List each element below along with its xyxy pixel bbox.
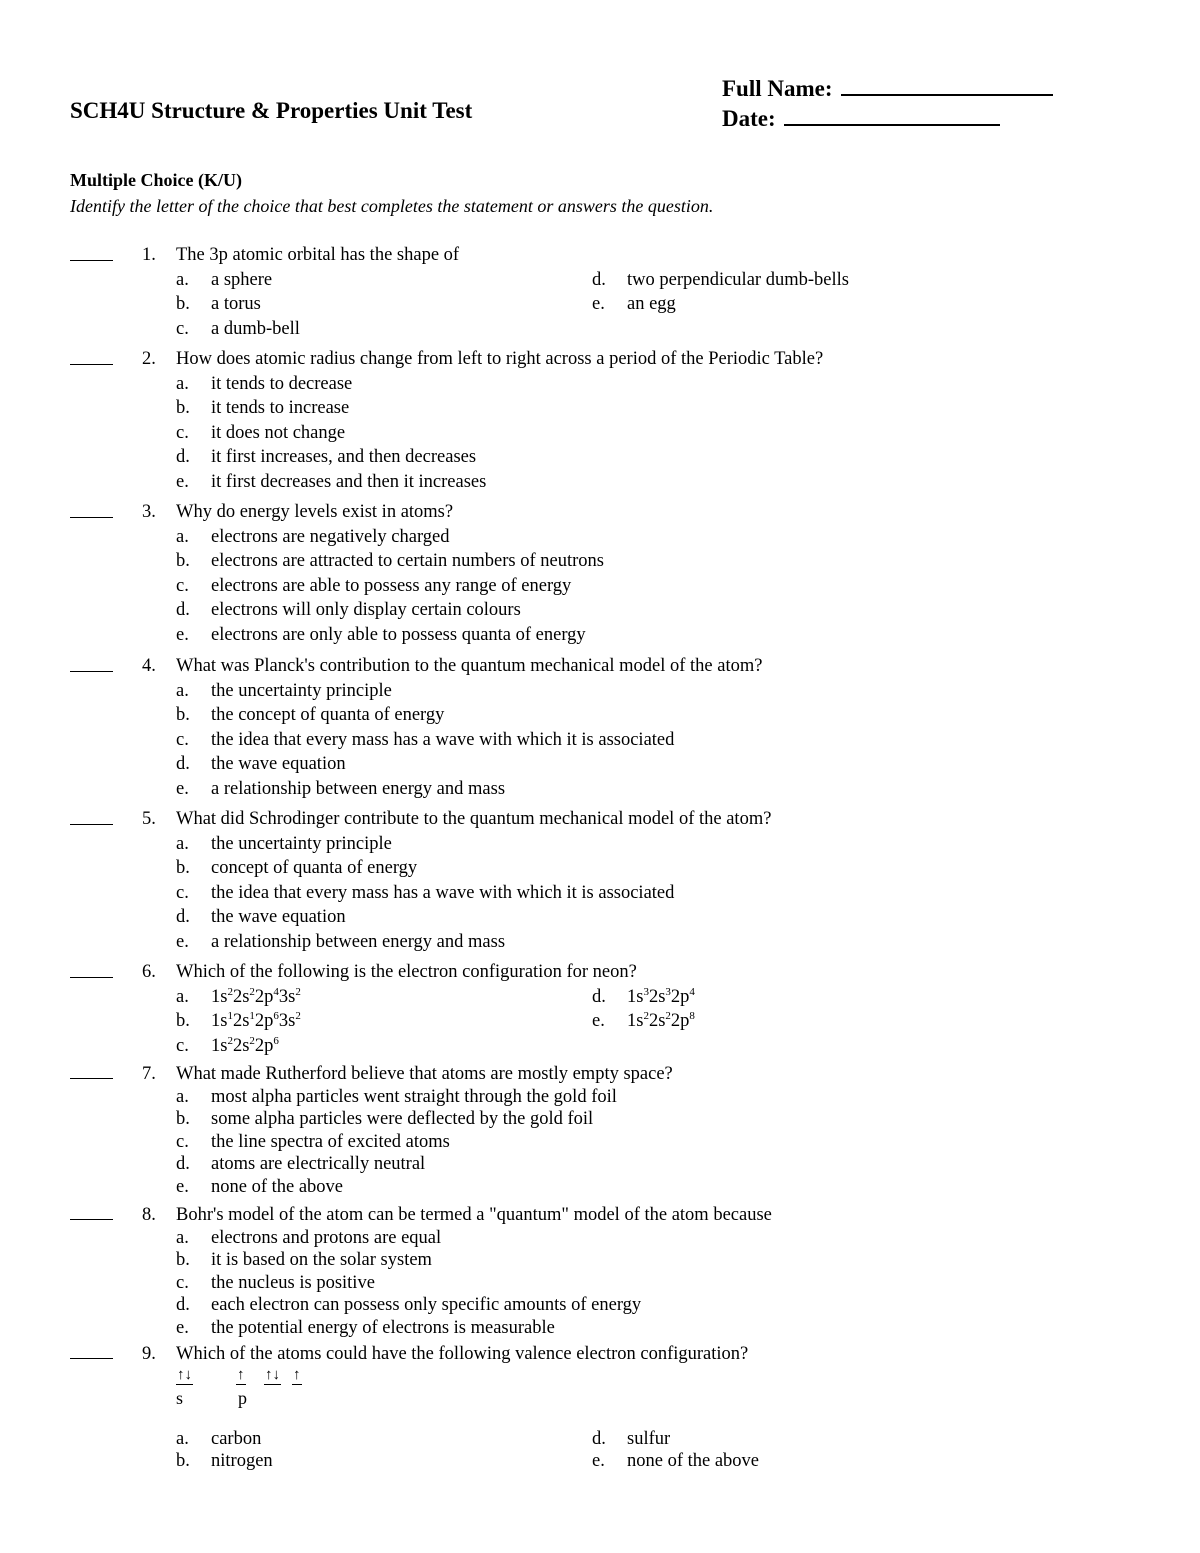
option-text: $1s^22s^22p^6$ bbox=[211, 1034, 279, 1056]
option-letter: b. bbox=[176, 1011, 190, 1032]
question-2 bbox=[70, 347, 1150, 495]
page-title: SCH4U Structure & Properties Unit Test bbox=[70, 98, 473, 123]
option-letter: c. bbox=[176, 1272, 189, 1293]
question-text: What did Schrodinger contribute to the quantum mechanical model of the atom? bbox=[176, 809, 772, 829]
option-letter: d. bbox=[176, 1295, 190, 1316]
p-orbital-box: ↑ bbox=[237, 1366, 245, 1383]
option-letter: b. bbox=[176, 705, 190, 726]
s-orbital-box: ↑↓ bbox=[177, 1366, 192, 1383]
option-text: each electron can possess only specific amounts of energy bbox=[211, 1295, 642, 1316]
option-text: a relationship between energy and mass bbox=[211, 931, 506, 952]
full-name-blank[interactable] bbox=[841, 74, 1053, 96]
option-text: it first decreases and then it increases bbox=[211, 471, 487, 492]
answer-blank[interactable] bbox=[70, 364, 113, 365]
option-text: atoms are electrically neutral bbox=[211, 1154, 426, 1175]
section-instructions: Identify the letter of the choice that best completes the statement or answers the question. bbox=[70, 196, 714, 216]
question-number: 7. bbox=[142, 1064, 156, 1084]
question-text: The 3p atomic orbital has the shape of bbox=[176, 245, 460, 265]
option-letter: e. bbox=[592, 1011, 605, 1032]
question-text: Which of the atoms could have the following valence electron configuration? bbox=[176, 1344, 749, 1364]
question-8 bbox=[70, 1204, 1150, 1340]
option-text: a relationship between energy and mass bbox=[211, 778, 506, 799]
option-text: sulfur bbox=[627, 1428, 671, 1449]
question-text: What made Rutherford believe that atoms are mostly empty space? bbox=[176, 1064, 673, 1084]
full-name-field bbox=[722, 74, 1053, 102]
option-letter: d. bbox=[592, 269, 606, 290]
question-5 bbox=[70, 807, 1150, 955]
question-number: 5. bbox=[142, 809, 156, 829]
question-text: What was Planck's contribution to the quantum mechanical model of the atom? bbox=[176, 656, 763, 676]
question-text: Which of the following is the electron configuration for neon? bbox=[176, 962, 637, 982]
option-text: an egg bbox=[627, 294, 676, 315]
section-title: Multiple Choice (K/U) bbox=[70, 170, 242, 190]
orbital-diagram bbox=[70, 1366, 1150, 1418]
option-text: most alpha particles went straight through the gold foil bbox=[211, 1086, 617, 1107]
question-number: 1. bbox=[142, 245, 156, 265]
option-letter: e. bbox=[592, 1451, 605, 1472]
p-orbital-box: ↑↓ bbox=[265, 1366, 280, 1383]
option-letter: c. bbox=[176, 1131, 189, 1152]
option-letter: b. bbox=[176, 294, 190, 315]
option-letter: b. bbox=[176, 858, 190, 879]
question-number: 9. bbox=[142, 1344, 156, 1364]
answer-blank[interactable] bbox=[70, 260, 113, 261]
option-text: the uncertainty principle bbox=[211, 833, 392, 854]
option-text: carbon bbox=[211, 1428, 262, 1449]
date-label: Date: bbox=[722, 106, 776, 131]
date-field bbox=[722, 104, 1000, 132]
option-letter: c. bbox=[176, 882, 189, 903]
p-label: p bbox=[238, 1387, 247, 1408]
option-letter: a. bbox=[176, 1086, 189, 1107]
answer-blank[interactable] bbox=[70, 671, 113, 672]
option-text: electrons are only able to possess quanta of energy bbox=[211, 624, 586, 645]
question-7 bbox=[70, 1063, 1150, 1199]
option-letter: b. bbox=[176, 1451, 190, 1472]
option-letter: d. bbox=[176, 1154, 190, 1175]
option-text: $1s^12s^12p^63s^2$ bbox=[211, 1010, 301, 1032]
option-letter: b. bbox=[176, 1109, 190, 1130]
option-letter: d. bbox=[176, 754, 190, 775]
option-text: the nucleus is positive bbox=[211, 1272, 375, 1293]
date-blank[interactable] bbox=[784, 104, 1000, 126]
option-letter: e. bbox=[176, 1176, 189, 1197]
option-letter: b. bbox=[176, 1250, 190, 1271]
option-text: the uncertainty principle bbox=[211, 680, 392, 701]
option-text: $1s^22s^22p^8$ bbox=[627, 1010, 695, 1032]
option-text: the line spectra of excited atoms bbox=[211, 1131, 450, 1152]
option-letter: a. bbox=[176, 680, 189, 701]
option-letter: a. bbox=[176, 986, 189, 1007]
option-text: $1s^32s^32p^4$ bbox=[627, 985, 695, 1007]
option-text: electrons are negatively charged bbox=[211, 526, 450, 547]
question-text: How does atomic radius change from left to right across a period of the Periodic Table? bbox=[176, 349, 824, 369]
option-letter: d. bbox=[176, 600, 190, 621]
s-label: s bbox=[176, 1387, 184, 1408]
option-letter: d. bbox=[176, 447, 190, 468]
option-letter: e. bbox=[176, 471, 189, 492]
option-letter: b. bbox=[176, 398, 190, 419]
question-9 bbox=[70, 1343, 1150, 1473]
question-number: 8. bbox=[142, 1205, 156, 1225]
option-text: it does not change bbox=[211, 422, 346, 443]
option-text: a torus bbox=[211, 294, 261, 315]
question-4 bbox=[70, 654, 1150, 802]
option-letter: b. bbox=[176, 551, 190, 572]
option-text: the idea that every mass has a wave with which it is associated bbox=[211, 882, 675, 903]
answer-blank[interactable] bbox=[70, 1078, 113, 1079]
question-number: 4. bbox=[142, 656, 156, 676]
option-letter: c. bbox=[176, 729, 189, 750]
option-letter: c. bbox=[176, 575, 189, 596]
option-letter: a. bbox=[176, 1428, 189, 1449]
option-letter: a. bbox=[176, 373, 189, 394]
option-text: two perpendicular dumb-bells bbox=[627, 269, 849, 290]
answer-blank[interactable] bbox=[70, 1358, 113, 1359]
question-6 bbox=[70, 960, 1150, 1058]
option-text: it is based on the solar system bbox=[211, 1250, 432, 1271]
option-letter: d. bbox=[592, 1428, 606, 1449]
p-orbital-box: ↑ bbox=[293, 1366, 301, 1383]
option-text: a dumb-bell bbox=[211, 318, 300, 339]
option-letter: e. bbox=[176, 931, 189, 952]
question-text: Bohr's model of the atom can be termed a "quantum" model of the atom because bbox=[176, 1205, 772, 1225]
option-text: the wave equation bbox=[211, 754, 346, 775]
question-number: 6. bbox=[142, 962, 156, 982]
option-letter: e. bbox=[176, 778, 189, 799]
option-text: electrons are able to possess any range of energy bbox=[211, 575, 572, 596]
option-letter: c. bbox=[176, 1035, 189, 1056]
option-letter: e. bbox=[176, 624, 189, 645]
option-letter: a. bbox=[176, 833, 189, 854]
option-letter: d. bbox=[592, 986, 606, 1007]
option-text: the idea that every mass has a wave with which it is associated bbox=[211, 729, 675, 750]
option-text: it tends to decrease bbox=[211, 373, 353, 394]
option-letter: d. bbox=[176, 907, 190, 928]
option-text: the wave equation bbox=[211, 907, 346, 928]
question-1 bbox=[70, 243, 1150, 341]
option-text: electrons will only display certain colours bbox=[211, 600, 521, 621]
option-text: none of the above bbox=[211, 1176, 344, 1197]
answer-blank[interactable] bbox=[70, 1219, 113, 1220]
option-text: it tends to increase bbox=[211, 398, 350, 419]
option-letter: c. bbox=[176, 318, 189, 339]
option-text: the potential energy of electrons is measurable bbox=[211, 1317, 555, 1338]
question-number: 3. bbox=[142, 502, 156, 522]
option-letter: a. bbox=[176, 526, 189, 547]
option-letter: a. bbox=[176, 1227, 189, 1248]
option-letter: c. bbox=[176, 422, 189, 443]
option-text: electrons and protons are equal bbox=[211, 1227, 442, 1248]
full-name-label: Full Name: bbox=[722, 76, 833, 101]
answer-blank[interactable] bbox=[70, 977, 113, 978]
option-letter: a. bbox=[176, 269, 189, 290]
option-text: some alpha particles were deflected by the gold foil bbox=[211, 1109, 594, 1130]
option-text: it first increases, and then decreases bbox=[211, 447, 477, 468]
option-text: $1s^22s^22p^43s^2$ bbox=[211, 985, 301, 1007]
option-text: concept of quanta of energy bbox=[211, 858, 418, 879]
answer-blank[interactable] bbox=[70, 517, 113, 518]
question-text: Why do energy levels exist in atoms? bbox=[176, 502, 454, 522]
answer-blank[interactable] bbox=[70, 824, 113, 825]
option-text: none of the above bbox=[627, 1451, 760, 1472]
option-text: nitrogen bbox=[211, 1451, 273, 1472]
question-number: 2. bbox=[142, 349, 156, 369]
option-letter: e. bbox=[592, 294, 605, 315]
option-text: the concept of quanta of energy bbox=[211, 705, 445, 726]
option-text: a sphere bbox=[211, 269, 273, 290]
option-letter: e. bbox=[176, 1317, 189, 1338]
option-text: electrons are attracted to certain numbers of neutrons bbox=[211, 551, 604, 572]
question-3 bbox=[70, 500, 1150, 648]
